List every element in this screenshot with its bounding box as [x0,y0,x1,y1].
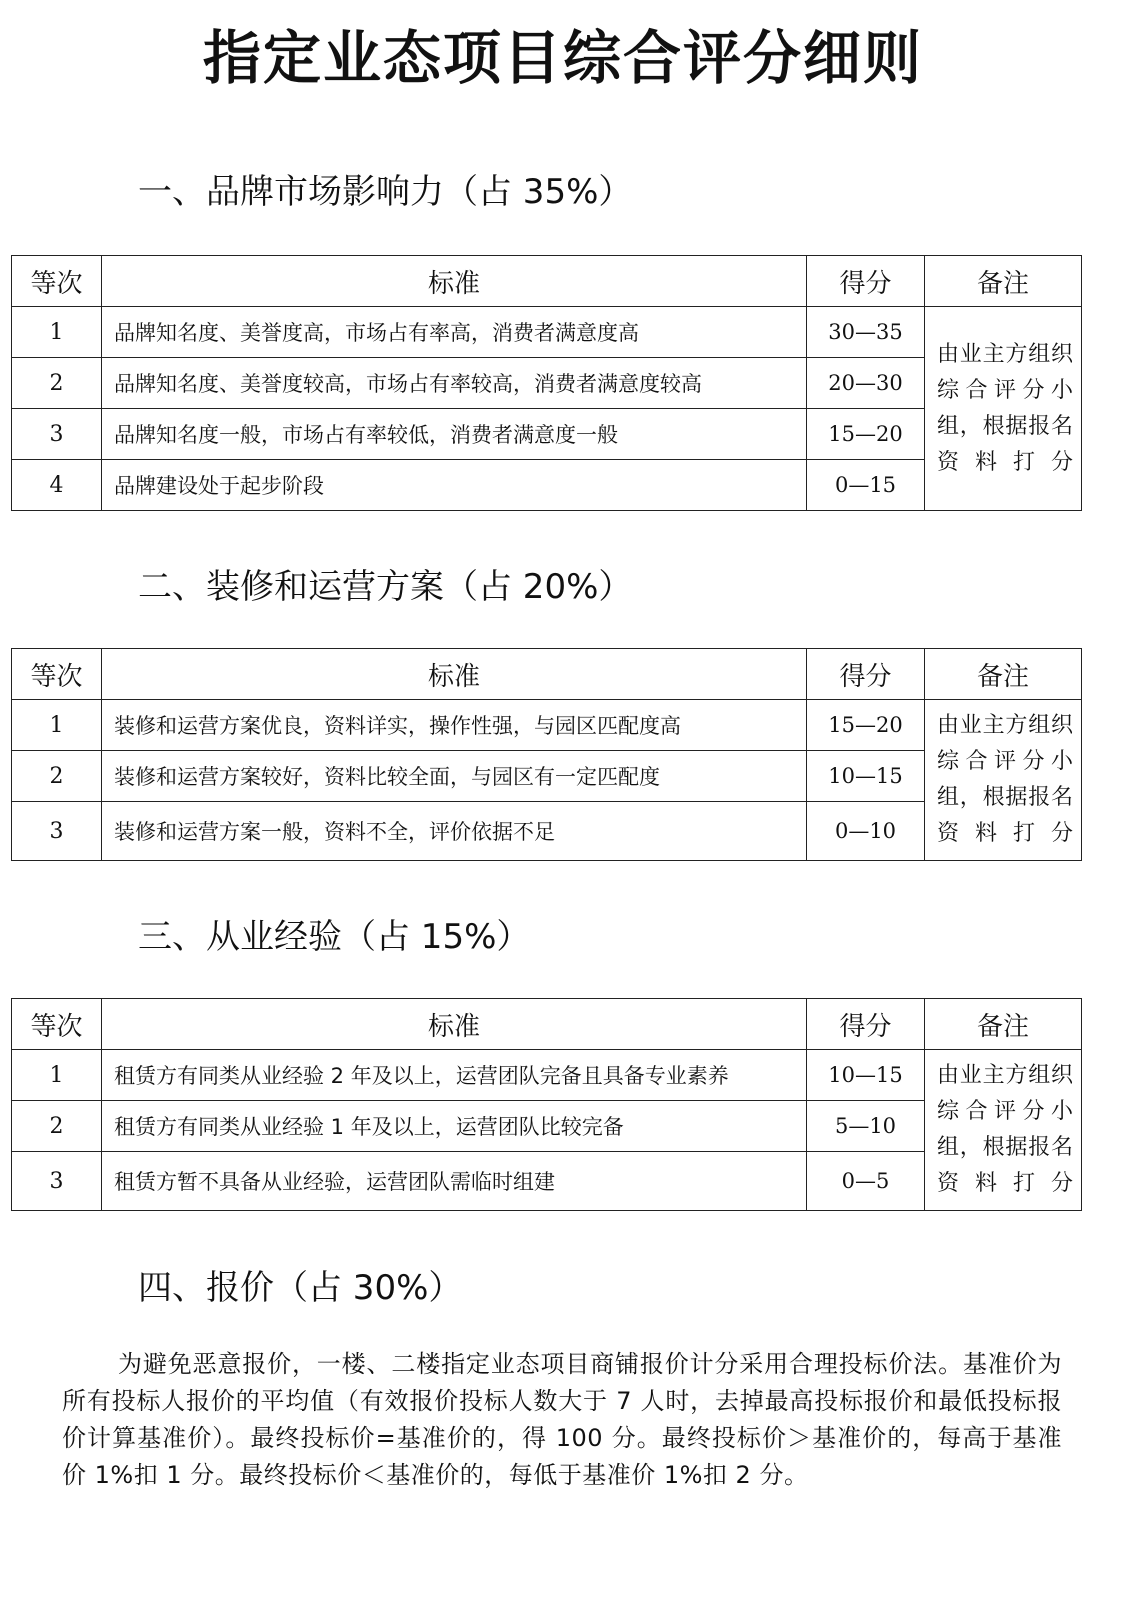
table-row [12,1101,1082,1152]
standard-cell: 品牌知名度、美誉度高，市场占有率高，消费者满意度高 [102,307,807,358]
header-standard: 标准 [102,649,807,700]
score-cell: 0—15 [807,460,925,511]
header-note: 备注 [925,999,1082,1050]
score-cell: 0—10 [807,802,925,861]
standard-cell: 装修和运营方案优良，资料详实，操作性强，与园区匹配度高 [102,700,807,751]
table-row [12,460,1082,511]
score-cell: 15—20 [807,409,925,460]
score-table-design [11,648,1082,861]
table-row [12,358,1082,409]
table-header-row [12,649,1082,700]
rank-cell: 4 [12,460,102,511]
header-score: 得分 [807,256,925,307]
section-heading-price: 四、报价（占 30%） [138,1268,463,1308]
section-heading-brand: 一、品牌市场影响力（占 35%） [138,172,633,212]
score-cell: 30—35 [807,307,925,358]
score-cell: 10—15 [807,751,925,802]
standard-cell: 租赁方有同类从业经验 1 年及以上，运营团队比较完备 [102,1101,807,1152]
document-title: 指定业态项目综合评分细则 [202,24,923,92]
rank-cell: 3 [12,802,102,861]
standard-cell: 装修和运营方案较好，资料比较全面，与园区有一定匹配度 [102,751,807,802]
table-row [12,1152,1082,1211]
header-standard: 标准 [102,256,807,307]
score-cell: 0—5 [807,1152,925,1211]
table-row [12,1050,1082,1101]
header-rank: 等次 [12,256,102,307]
header-score: 得分 [807,649,925,700]
standard-cell: 品牌建设处于起步阶段 [102,460,807,511]
table-row [12,802,1082,861]
table-row [12,409,1082,460]
standard-cell: 租赁方有同类从业经验 2 年及以上，运营团队完备且具备专业素养 [102,1050,807,1101]
score-table-experience [11,998,1082,1211]
rank-cell: 3 [12,1152,102,1211]
header-rank: 等次 [12,999,102,1050]
table-header-row [12,999,1082,1050]
rank-cell: 1 [12,1050,102,1101]
note-cell: 由业主方组织综合评分小组，根据报名资料打分 [925,307,1082,511]
score-table-brand [11,255,1082,511]
score-cell: 5—10 [807,1101,925,1152]
standard-cell: 租赁方暂不具备从业经验，运营团队需临时组建 [102,1152,807,1211]
rank-cell: 3 [12,409,102,460]
table-row [12,700,1082,751]
rank-cell: 1 [12,307,102,358]
score-cell: 10—15 [807,1050,925,1101]
table-row [12,307,1082,358]
score-cell: 15—20 [807,700,925,751]
header-score: 得分 [807,999,925,1050]
section-heading-experience: 三、从业经验（占 15%） [138,917,531,957]
rank-cell: 2 [12,358,102,409]
standard-cell: 品牌知名度、美誉度较高，市场占有率较高，消费者满意度较高 [102,358,807,409]
header-standard: 标准 [102,999,807,1050]
note-cell: 由业主方组织综合评分小组，根据报名资料打分 [925,700,1082,861]
price-rule-paragraph: 为避免恶意报价，一楼、二楼指定业态项目商铺报价计分采用合理投标价法。基准价为所有投标人报价的平均值（有效报价投标人数大于 7 人时，去掉最高投标报价和最低投标报价计算基准价）。最终投标价=基准价的，得 100 分。最终投标价＞基准价的，每高于基准价 1%扣 1 分。最终投标价＜基准价的，每低于基准价 1%扣 2 分。 [62,1350,1062,1489]
header-note: 备注 [925,256,1082,307]
header-rank: 等次 [12,649,102,700]
rank-cell: 2 [12,751,102,802]
note-cell: 由业主方组织综合评分小组，根据报名资料打分 [925,1050,1082,1211]
score-cell: 20—30 [807,358,925,409]
table-row [12,751,1082,802]
standard-cell: 装修和运营方案一般，资料不全，评价依据不足 [102,802,807,861]
table-header-row [12,256,1082,307]
section-heading-design: 二、装修和运营方案（占 20%） [138,567,633,607]
header-note: 备注 [925,649,1082,700]
rank-cell: 2 [12,1101,102,1152]
standard-cell: 品牌知名度一般，市场占有率较低，消费者满意度一般 [102,409,807,460]
rank-cell: 1 [12,700,102,751]
